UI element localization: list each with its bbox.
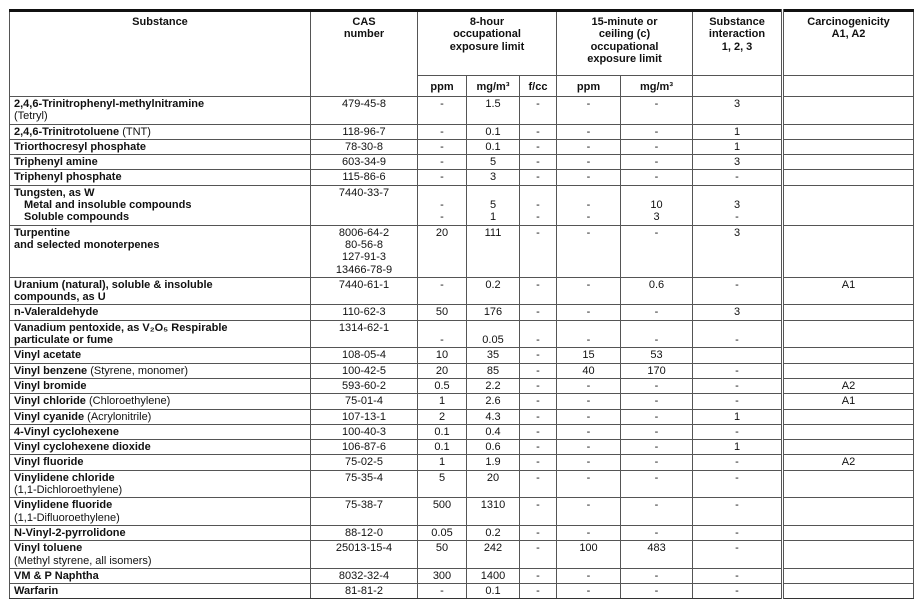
mgm3-15m: -: [621, 409, 693, 424]
carcinogenicity: [783, 124, 914, 139]
ppm-15m: -: [557, 155, 621, 170]
substance-cell: [10, 470, 311, 498]
fcc-8h: -: [520, 170, 557, 185]
table-row: [10, 97, 914, 125]
substance-interaction: [693, 348, 783, 363]
substance-note: (1,1-Difluoroethylene): [14, 511, 120, 524]
substance-cell: [10, 424, 311, 439]
ppm-15m: -: [557, 584, 621, 599]
fcc-8h: -: [520, 541, 557, 569]
fcc-8h: -: [520, 155, 557, 170]
substance-cell: [10, 541, 311, 569]
fcc-8h: -: [520, 277, 557, 305]
fcc-8h: -: [520, 455, 557, 470]
ppm-15m: -: [557, 124, 621, 139]
carcinogenicity: [783, 320, 914, 348]
substance-name: Vinyl cyclohexene dioxide: [14, 441, 151, 454]
table-row: [10, 525, 914, 540]
cas-number: 75-02-5: [311, 455, 418, 470]
mgm3-15m: -: [621, 568, 693, 583]
fcc-8h: -: [520, 568, 557, 583]
cas-number: 100-40-3: [311, 424, 418, 439]
ppm-8h: 0.1: [418, 440, 467, 455]
table-row: [10, 394, 914, 409]
cas-number: 603-34-9: [311, 155, 418, 170]
cas-number: 88-12-0: [311, 525, 418, 540]
mgm3-8h: 4.3: [467, 409, 520, 424]
ppm-8h: -: [418, 139, 467, 154]
mgm3-15m: -: [621, 97, 693, 125]
ppm-15m: - -: [557, 185, 621, 225]
ppm-15m: -: [557, 139, 621, 154]
mgm3-15m: -: [621, 394, 693, 409]
carcinogenicity: [783, 541, 914, 569]
ppm-15m: -: [557, 170, 621, 185]
fcc-8h: -: [520, 584, 557, 599]
carcinogenicity: [783, 139, 914, 154]
substance-name: Vinyl chloride: [14, 395, 86, 408]
mgm3-8h: 0.1: [467, 584, 520, 599]
substance-name: Triorthocresyl phosphate: [14, 140, 147, 153]
fcc-8h: -: [520, 498, 557, 526]
header-15-minute: 15-minute or ceiling (c) occupational exposure limit: [557, 11, 693, 76]
table-row: [10, 424, 914, 439]
substance-name: Vinyl cyanide: [14, 410, 85, 423]
fcc-8h: -: [520, 378, 557, 393]
carcinogenicity: A1: [783, 277, 914, 305]
substance-note: (Styrene, monomer): [90, 364, 189, 377]
substance-cell: [10, 97, 311, 125]
substance-name: Vinyl toluene: [14, 542, 83, 555]
substance-cell: [10, 409, 311, 424]
fcc-8h: -: [520, 409, 557, 424]
ppm-8h: 1: [418, 394, 467, 409]
fcc-8h: -: [520, 394, 557, 409]
ppm-15m: -: [557, 525, 621, 540]
subheader-ppm-8h: ppm: [418, 76, 467, 97]
ppm-15m: -: [557, 378, 621, 393]
substance-name: Vinyl benzene: [14, 364, 88, 377]
ppm-15m: -: [557, 455, 621, 470]
cas-number: 107-13-1: [311, 409, 418, 424]
substance-cell: [10, 363, 311, 378]
cas-number: 110-62-3: [311, 305, 418, 320]
substance-interaction: -: [693, 525, 783, 540]
fcc-8h: - -: [520, 185, 557, 225]
fcc-8h: -: [520, 97, 557, 125]
mgm3-15m: -: [621, 470, 693, 498]
substance-cell: [10, 394, 311, 409]
carcinogenicity: A2: [783, 378, 914, 393]
mgm3-8h: 5: [467, 155, 520, 170]
carcinogenicity: [783, 584, 914, 599]
carcinogenicity: [783, 363, 914, 378]
cas-number: 78-30-8: [311, 139, 418, 154]
mgm3-15m: -: [621, 320, 693, 348]
substance-cell: [10, 455, 311, 470]
table-row: [10, 378, 914, 393]
substance-name: 2,4,6-Trinitrophenyl-methylnitramine: [14, 98, 205, 110]
substance-interaction: -: [693, 584, 783, 599]
substance-cell: [10, 155, 311, 170]
substance-name: Uranium (natural), soluble & insoluble compounds, as U: [14, 278, 213, 304]
fcc-8h: -: [520, 139, 557, 154]
fcc-8h: -: [520, 525, 557, 540]
carcinogenicity: [783, 409, 914, 424]
mgm3-8h: 0.4: [467, 424, 520, 439]
substance-interaction: 3: [693, 225, 783, 277]
substance-cell: [10, 584, 311, 599]
header-substance: Substance: [10, 11, 311, 97]
table-row: [10, 455, 914, 470]
ppm-8h: 50: [418, 541, 467, 569]
substance-interaction: -: [693, 378, 783, 393]
substance-cell: [10, 185, 311, 225]
table-row: [10, 363, 914, 378]
carcinogenicity: [783, 348, 914, 363]
table-row: [10, 139, 914, 154]
cas-number: 1314-62-1: [311, 320, 418, 348]
mgm3-15m: -: [621, 498, 693, 526]
substance-cell: [10, 139, 311, 154]
ppm-15m: 15: [557, 348, 621, 363]
substance-interaction: 3: [693, 305, 783, 320]
mgm3-15m: 483: [621, 541, 693, 569]
carcinogenicity: [783, 155, 914, 170]
ppm-8h: -: [418, 124, 467, 139]
carcinogenicity: A1: [783, 394, 914, 409]
ppm-8h: 50: [418, 305, 467, 320]
ppm-15m: -: [557, 498, 621, 526]
mgm3-8h: 1310: [467, 498, 520, 526]
table-row: [10, 584, 914, 599]
carcinogenicity: [783, 470, 914, 498]
carcinogenicity: [783, 97, 914, 125]
mgm3-8h: 111: [467, 225, 520, 277]
substance-note: (Methyl styrene, all isomers): [14, 554, 152, 567]
cas-number: 8006-64-2 80-56-8 127-91-3 13466-78-9: [311, 225, 418, 277]
mgm3-8h: 1.5: [467, 97, 520, 125]
fcc-8h: -: [520, 440, 557, 455]
substance-interaction: -: [693, 170, 783, 185]
substance-cell: [10, 525, 311, 540]
cas-number: 593-60-2: [311, 378, 418, 393]
mgm3-15m: 53: [621, 348, 693, 363]
mgm3-15m: -: [621, 305, 693, 320]
header-interaction: Substance interaction 1, 2, 3: [693, 11, 783, 76]
cas-number: 75-01-4: [311, 394, 418, 409]
ppm-8h: 0.1: [418, 424, 467, 439]
carcinogenicity: [783, 424, 914, 439]
subheader-ppm-15m: ppm: [557, 76, 621, 97]
mgm3-15m: -: [621, 139, 693, 154]
mgm3-15m: -: [621, 155, 693, 170]
mgm3-8h: 2.2: [467, 378, 520, 393]
fcc-8h: -: [520, 305, 557, 320]
mgm3-15m: -: [621, 424, 693, 439]
ppm-15m: -: [557, 225, 621, 277]
subheader-carcinogenicity-blank: [783, 76, 914, 97]
mgm3-8h: 85: [467, 363, 520, 378]
carcinogenicity: [783, 568, 914, 583]
mgm3-15m: -: [621, 124, 693, 139]
ppm-8h: -: [418, 97, 467, 125]
cas-number: 100-42-5: [311, 363, 418, 378]
header-carcinogenicity: Carcinogenicity A1, A2: [783, 11, 914, 76]
table-row: [10, 170, 914, 185]
table-row: [10, 305, 914, 320]
substance-interaction: -: [693, 470, 783, 498]
cas-number: 479-45-8: [311, 97, 418, 125]
substance-name: 4-Vinyl cyclohexene: [14, 425, 119, 438]
table-row: [10, 225, 914, 277]
ppm-8h: 1: [418, 455, 467, 470]
cas-number: 115-86-6: [311, 170, 418, 185]
mgm3-15m: -: [621, 170, 693, 185]
subheader-mgm3-8h: mg/m³: [467, 76, 520, 97]
substance-name: Vinyl bromide: [14, 379, 87, 392]
mgm3-8h: 0.2: [467, 277, 520, 305]
ppm-8h: 500: [418, 498, 467, 526]
substance-note: (Chloroethylene): [89, 395, 171, 408]
table-row: [10, 440, 914, 455]
ppm-15m: 100: [557, 541, 621, 569]
carcinogenicity: [783, 185, 914, 225]
fcc-8h: -: [520, 320, 557, 348]
table-row: [10, 155, 914, 170]
fcc-8h: -: [520, 470, 557, 498]
mgm3-8h: 0.05: [467, 320, 520, 348]
substance-interaction: -: [693, 277, 783, 305]
header-cas: CAS number: [311, 11, 418, 97]
substance-cell: [10, 225, 311, 277]
ppm-8h: 20: [418, 363, 467, 378]
mgm3-15m: 0.6: [621, 277, 693, 305]
mgm3-15m: -: [621, 455, 693, 470]
cas-number: 8032-32-4: [311, 568, 418, 583]
ppm-8h: 0.05: [418, 525, 467, 540]
ppm-15m: -: [557, 394, 621, 409]
carcinogenicity: [783, 525, 914, 540]
table-row: [10, 470, 914, 498]
ppm-15m: -: [557, 97, 621, 125]
substance-interaction: -: [693, 455, 783, 470]
substance-name: Vanadium pentoxide, as V₂O₅ Respirable particulate or fume: [14, 321, 228, 347]
substance-name: Vinylidene chloride: [14, 471, 115, 484]
mgm3-8h: 242: [467, 541, 520, 569]
mgm3-8h: 0.2: [467, 525, 520, 540]
cas-number: 106-87-6: [311, 440, 418, 455]
substance-name: Tungsten, as W: [14, 186, 95, 199]
table-row: [10, 541, 914, 569]
substance-interaction: -: [693, 541, 783, 569]
ppm-8h: 2: [418, 409, 467, 424]
substance-name: Vinyl acetate: [14, 349, 82, 362]
substance-interaction: 3: [693, 155, 783, 170]
substance-interaction: -: [693, 320, 783, 348]
cas-number: 7440-61-1: [311, 277, 418, 305]
cas-number: 75-38-7: [311, 498, 418, 526]
subheader-interaction-blank: [693, 76, 783, 97]
carcinogenicity: [783, 498, 914, 526]
mgm3-8h: 2.6: [467, 394, 520, 409]
substance-interaction: 3 -: [693, 185, 783, 225]
carcinogenicity: [783, 305, 914, 320]
table-row: [10, 498, 914, 526]
substance-interaction: -: [693, 394, 783, 409]
substance-interaction: -: [693, 424, 783, 439]
fcc-8h: -: [520, 348, 557, 363]
carcinogenicity: A2: [783, 455, 914, 470]
cas-number: 81-81-2: [311, 584, 418, 599]
ppm-8h: -: [418, 277, 467, 305]
carcinogenicity: [783, 170, 914, 185]
substance-name: n-Valeraldehyde: [14, 306, 99, 319]
substance-cell: [10, 320, 311, 348]
mgm3-8h: 35: [467, 348, 520, 363]
fcc-8h: -: [520, 124, 557, 139]
exposure-limits-table: [9, 9, 914, 599]
substance-name: 2,4,6-Trinitrotoluene: [14, 125, 120, 138]
table-row: [10, 320, 914, 348]
cas-number: 75-35-4: [311, 470, 418, 498]
cas-number: 108-05-4: [311, 348, 418, 363]
substance-cell: [10, 170, 311, 185]
ppm-15m: 40: [557, 363, 621, 378]
table-row: [10, 124, 914, 139]
substance-interaction: 1: [693, 440, 783, 455]
mgm3-8h: 0.6: [467, 440, 520, 455]
ppm-8h: 300: [418, 568, 467, 583]
ppm-8h: -: [418, 584, 467, 599]
ppm-8h: 10: [418, 348, 467, 363]
substance-name: Vinylidene fluoride: [14, 499, 113, 512]
substance-interaction: 1: [693, 124, 783, 139]
mgm3-8h: 3: [467, 170, 520, 185]
table-row: [10, 185, 914, 225]
substance-cell: [10, 378, 311, 393]
substance-name: Warfarin: [14, 585, 59, 598]
table-body: [10, 97, 914, 599]
substance-name: Triphenyl amine: [14, 156, 98, 169]
substance-note: (TNT): [122, 125, 151, 138]
subheader-fcc: f/cc: [520, 76, 557, 97]
substance-cell: [10, 568, 311, 583]
substance-note: (1,1-Dichloroethylene): [14, 484, 123, 497]
substance-note: (Acrylonitrile): [87, 410, 152, 423]
fcc-8h: -: [520, 363, 557, 378]
substance-cell: [10, 498, 311, 526]
ppm-15m: -: [557, 470, 621, 498]
substance-interaction: -: [693, 568, 783, 583]
substance-cell: [10, 440, 311, 455]
table-row: [10, 568, 914, 583]
mgm3-15m: 10 3: [621, 185, 693, 225]
fcc-8h: -: [520, 424, 557, 439]
mgm3-8h: 176: [467, 305, 520, 320]
cas-number: 25013-15-4: [311, 541, 418, 569]
header-8-hour: 8-hour occupational exposure limit: [418, 11, 557, 76]
ppm-8h: 0.5: [418, 378, 467, 393]
substance-name: Triphenyl phosphate: [14, 171, 122, 184]
ppm-8h: 20: [418, 225, 467, 277]
substance-cell: [10, 124, 311, 139]
ppm-8h: -: [418, 320, 467, 348]
substance-interaction: -: [693, 498, 783, 526]
subheader-mgm3-15m: mg/m³: [621, 76, 693, 97]
ppm-15m: -: [557, 409, 621, 424]
ppm-8h: - -: [418, 185, 467, 225]
mgm3-15m: 170: [621, 363, 693, 378]
mgm3-8h: 0.1: [467, 139, 520, 154]
ppm-15m: -: [557, 277, 621, 305]
ppm-8h: 5: [418, 470, 467, 498]
mgm3-15m: -: [621, 225, 693, 277]
mgm3-8h: 20: [467, 470, 520, 498]
mgm3-8h: 5 1: [467, 185, 520, 225]
substance-interaction: -: [693, 363, 783, 378]
mgm3-8h: 1.9: [467, 455, 520, 470]
table-row: [10, 348, 914, 363]
fcc-8h: -: [520, 225, 557, 277]
ppm-8h: -: [418, 170, 467, 185]
table-row: [10, 409, 914, 424]
substance-cell: [10, 348, 311, 363]
mgm3-15m: -: [621, 584, 693, 599]
substance-cell: [10, 277, 311, 305]
mgm3-8h: 0.1: [467, 124, 520, 139]
substance-note: (Tetryl): [14, 110, 48, 123]
mgm3-15m: -: [621, 525, 693, 540]
mgm3-8h: 1400: [467, 568, 520, 583]
mgm3-15m: -: [621, 378, 693, 393]
substance-name: Vinyl fluoride: [14, 456, 84, 469]
ppm-15m: -: [557, 440, 621, 455]
substance-subitem: Metal and insoluble compounds: [24, 199, 192, 212]
carcinogenicity: [783, 440, 914, 455]
ppm-8h: -: [418, 155, 467, 170]
mgm3-15m: -: [621, 440, 693, 455]
substance-name: Turpentine and selected monoterpenes: [14, 226, 160, 251]
cas-number: 118-96-7: [311, 124, 418, 139]
table-row: [10, 277, 914, 305]
ppm-15m: -: [557, 424, 621, 439]
substance-subitem: Soluble compounds: [24, 211, 130, 224]
carcinogenicity: [783, 225, 914, 277]
substance-name: N-Vinyl-2-pyrrolidone: [14, 526, 126, 539]
substance-name: VM & P Naphtha: [14, 569, 99, 582]
substance-interaction: 1: [693, 139, 783, 154]
ppm-15m: -: [557, 320, 621, 348]
substance-interaction: 3: [693, 97, 783, 125]
ppm-15m: -: [557, 305, 621, 320]
cas-number: 7440-33-7: [311, 185, 418, 225]
substance-cell: [10, 305, 311, 320]
substance-interaction: 1: [693, 409, 783, 424]
ppm-15m: -: [557, 568, 621, 583]
